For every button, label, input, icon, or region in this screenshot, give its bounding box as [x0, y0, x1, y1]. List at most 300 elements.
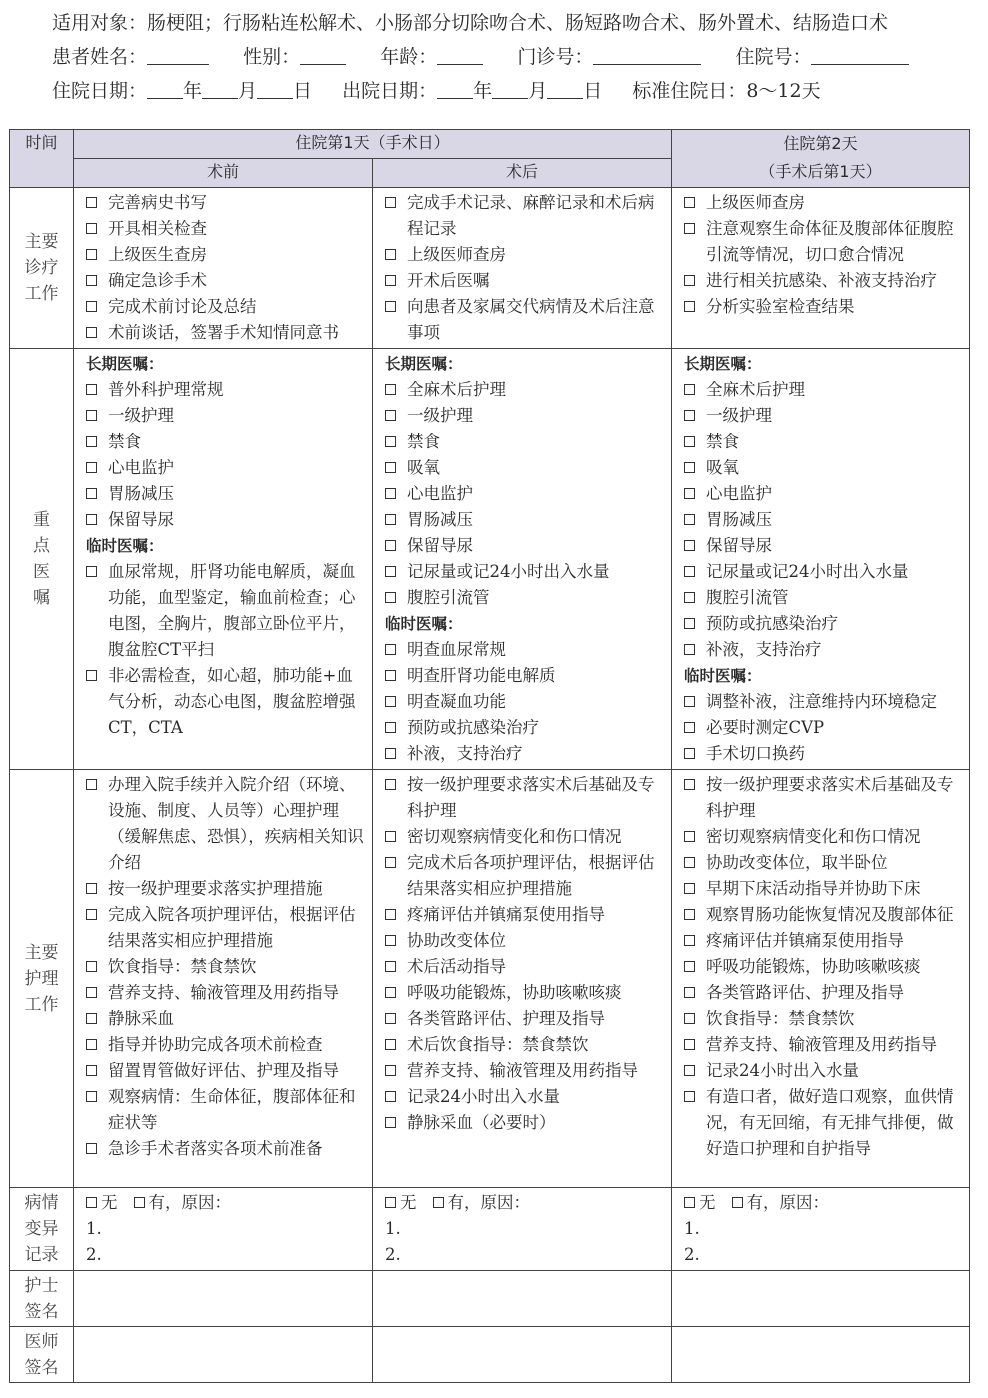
checkbox-icon[interactable]	[684, 644, 695, 655]
admit-day-field[interactable]	[257, 78, 293, 99]
checklist-item-text: 记录24小时出入水量	[407, 1087, 560, 1106]
day2-title: 住院第2天	[783, 134, 858, 153]
variance-none-checkbox[interactable]: 无	[385, 1190, 417, 1216]
checklist-item-text: 开术后医嘱	[407, 271, 490, 290]
checkbox-icon[interactable]	[385, 488, 396, 499]
day-unit: 日	[293, 80, 313, 102]
diagnosis-row-label: 主要 诊疗 工作	[10, 188, 74, 349]
orders-row-label: 重 点 医 嘱	[10, 349, 74, 770]
clinical-pathway-table	[9, 129, 970, 1383]
checklist-item[interactable]	[86, 429, 366, 455]
checkbox-icon[interactable]	[684, 488, 695, 499]
checklist-item[interactable]	[385, 928, 665, 954]
applicable-line: 适用对象：肠梗阻；行肠粘连松解术、小肠部分切除吻合术、肠短路吻合术、肠外置术、结肠造口术	[52, 12, 889, 34]
checklist-item[interactable]	[86, 190, 366, 216]
checkbox-icon[interactable]	[684, 566, 695, 577]
checklist-item[interactable]	[86, 216, 366, 242]
variance-yes-checkbox[interactable]: 有，原因：	[134, 1190, 232, 1216]
doctor-signature-field[interactable]	[672, 1327, 970, 1383]
checklist-item[interactable]	[86, 377, 366, 403]
age-field[interactable]	[437, 44, 483, 65]
checklist-item-text: 急诊手术者落实各项术前准备	[108, 1139, 323, 1158]
checklist-item[interactable]	[86, 294, 366, 320]
checkbox-icon[interactable]	[385, 540, 396, 551]
post-op-header: 术后	[373, 159, 672, 188]
checklist-item[interactable]	[385, 507, 665, 533]
checkbox-icon[interactable]	[385, 696, 396, 707]
checklist-item-text: 上级医师查房	[407, 245, 506, 264]
month-unit: 月	[238, 80, 258, 102]
checklist-item[interactable]	[684, 637, 963, 663]
orders-pre-temp-list	[86, 559, 366, 741]
checklist-item[interactable]	[684, 533, 963, 559]
checkbox-icon[interactable]	[385, 909, 396, 920]
diagnosis-post-list	[373, 188, 671, 348]
checklist-item-text: 营养支持、输液管理及用药指导	[108, 983, 339, 1002]
checklist-item[interactable]	[385, 715, 665, 741]
checklist-item[interactable]	[385, 481, 665, 507]
checklist-item[interactable]	[385, 268, 665, 294]
checklist-item-text: 呼吸功能锻炼，协助咳嗽咳痰	[706, 957, 921, 976]
checklist-item[interactable]	[684, 429, 963, 455]
checklist-item-text: 术后活动指导	[407, 957, 506, 976]
checklist-item[interactable]	[684, 741, 963, 767]
checkbox-icon[interactable]	[86, 223, 97, 234]
checklist-item[interactable]	[385, 533, 665, 559]
patient-name-label: 患者姓名：	[52, 46, 148, 68]
doctor-signature-field[interactable]	[74, 1327, 373, 1383]
checklist-item[interactable]	[684, 403, 963, 429]
checkbox-icon[interactable]	[385, 1091, 396, 1102]
checklist-item[interactable]	[684, 772, 963, 824]
checkbox-icon[interactable]	[385, 644, 396, 655]
checklist-item-text: 办理入院手续并入院介绍（环境、设施、制度、人员等）心理护理（缓解焦虑、恐惧），疾病相关知识介绍	[108, 775, 364, 872]
checkbox-icon[interactable]	[86, 961, 97, 972]
checklist-item[interactable]	[86, 559, 366, 663]
checklist-item-text: 饮食指导：禁食禁饮	[108, 957, 257, 976]
patient-info-line	[52, 42, 982, 76]
checkbox-icon[interactable]	[385, 249, 396, 260]
checkbox-icon[interactable]	[684, 301, 695, 312]
checklist-item-text: 明查肝肾功能电解质	[407, 666, 556, 685]
checkbox-icon[interactable]	[684, 223, 695, 234]
checkbox-icon[interactable]	[684, 275, 695, 286]
standard-stay: 标准住院日：8～12天	[632, 80, 821, 102]
checkbox-icon[interactable]	[86, 987, 97, 998]
checkbox-icon[interactable]	[684, 1065, 695, 1076]
checklist-item[interactable]	[385, 242, 665, 268]
orders-day2-long-list	[684, 377, 963, 663]
checkbox-icon[interactable]	[86, 301, 97, 312]
checkbox-icon[interactable]	[385, 275, 396, 286]
variance-row-label: 病情 变异 记录	[10, 1188, 74, 1271]
checklist-item[interactable]	[385, 824, 665, 850]
discharge-month-field[interactable]	[492, 78, 528, 99]
admit-month-field[interactable]	[202, 78, 238, 99]
checklist-item[interactable]	[86, 980, 366, 1006]
checkbox-icon[interactable]	[86, 462, 97, 473]
checklist-item-text: 分析实验室检查结果	[706, 297, 855, 316]
month-unit: 月	[528, 80, 548, 102]
variance-line-2[interactable]: 2.	[86, 1245, 102, 1264]
checklist-item-text: 心电监护	[407, 484, 473, 503]
checklist-item[interactable]	[385, 637, 665, 663]
variance-line-1[interactable]: 1.	[86, 1219, 102, 1238]
checklist-item[interactable]	[684, 850, 963, 876]
checkbox-icon[interactable]	[684, 909, 695, 920]
checkbox-icon[interactable]	[385, 831, 396, 842]
checklist-item-text: 确定急诊手术	[108, 271, 207, 290]
nursing-row	[10, 770, 970, 1188]
checklist-item-text: 心电监护	[706, 484, 772, 503]
checklist-item[interactable]	[86, 1058, 366, 1084]
checklist-item-text: 呼吸功能锻炼，协助咳嗽咳痰	[407, 983, 622, 1002]
checklist-item-text: 腹腔引流管	[407, 588, 490, 607]
checklist-item-text: 禁食	[108, 432, 141, 451]
checklist-item-text: 血尿常规，肝肾功能电解质，凝血功能，血型鉴定，输血前检查；心电图，全胸片，腹部立卧位平片，腹盆腔CT平扫	[108, 562, 356, 659]
checklist-item[interactable]	[385, 772, 665, 824]
checklist-item[interactable]	[385, 294, 665, 346]
checklist-item[interactable]	[684, 216, 963, 268]
gender-field[interactable]	[300, 44, 346, 65]
checklist-item[interactable]	[385, 403, 665, 429]
checkbox-icon[interactable]	[684, 436, 695, 447]
checkbox-icon[interactable]	[385, 592, 396, 603]
checklist-item[interactable]	[385, 585, 665, 611]
checkbox-icon[interactable]	[385, 961, 396, 972]
admit-year-field[interactable]	[147, 78, 183, 99]
checklist-item[interactable]	[86, 507, 366, 533]
checklist-item-text: 协助改变体位，取半卧位	[706, 853, 888, 872]
checkbox-icon[interactable]	[385, 384, 396, 395]
checklist-item[interactable]	[684, 980, 963, 1006]
checklist-item-text: 上级医生查房	[108, 245, 207, 264]
checklist-item[interactable]	[385, 902, 665, 928]
checkbox-icon[interactable]	[385, 436, 396, 447]
checklist-item[interactable]	[385, 190, 665, 242]
checkbox-icon[interactable]	[86, 883, 97, 894]
checkbox-icon[interactable]	[684, 883, 695, 894]
discharge-day-field[interactable]	[547, 78, 583, 99]
checklist-item[interactable]	[86, 403, 366, 429]
doctor-signature-row	[10, 1327, 970, 1383]
checklist-item[interactable]	[385, 377, 665, 403]
checklist-item-text: 按一级护理要求落实术后基础及专科护理	[407, 775, 655, 820]
orders-row	[10, 349, 970, 770]
checklist-item-text: 胃肠减压	[108, 484, 174, 503]
checklist-item-text: 一级护理	[407, 406, 473, 425]
checkbox-icon[interactable]	[385, 748, 396, 759]
checklist-item[interactable]	[684, 190, 963, 216]
checklist-item[interactable]	[385, 850, 665, 902]
checklist-item[interactable]	[684, 585, 963, 611]
checklist-item[interactable]	[684, 1058, 963, 1084]
checklist-item-text: 观察胃肠功能恢复情况及腹部体征	[706, 905, 954, 924]
clinic-no-label: 门诊号：	[517, 46, 594, 68]
checkbox-icon[interactable]	[684, 462, 695, 473]
pre-op-header: 术前	[74, 159, 373, 188]
checkbox-icon[interactable]	[86, 1013, 97, 1024]
clinic-no-field[interactable]	[593, 44, 701, 65]
diagnosis-row	[10, 188, 970, 349]
variance-none-checkbox[interactable]: 无	[684, 1190, 716, 1216]
checklist-item[interactable]	[684, 954, 963, 980]
checklist-item-text: 保留导尿	[108, 510, 174, 529]
checklist-item[interactable]	[684, 1084, 963, 1162]
checklist-item[interactable]	[86, 320, 366, 346]
checkbox-icon[interactable]	[86, 779, 97, 790]
checklist-item[interactable]	[86, 876, 366, 902]
checkbox-icon[interactable]	[385, 1065, 396, 1076]
checkbox-icon[interactable]	[385, 779, 396, 790]
checklist-item[interactable]	[86, 455, 366, 481]
checklist-item-text: 禁食	[706, 432, 739, 451]
variance-line-1[interactable]: 1.	[385, 1219, 401, 1238]
checklist-item[interactable]	[86, 1084, 366, 1136]
checkbox-icon[interactable]	[684, 618, 695, 629]
checkbox-icon[interactable]	[86, 1143, 97, 1154]
checklist-item-text: 完成入院各项护理评估，根据评估结果落实相应护理措施	[108, 905, 356, 950]
checkbox-icon[interactable]	[684, 592, 695, 603]
checklist-item-text: 普外科护理常规	[108, 380, 224, 399]
checklist-item[interactable]	[684, 611, 963, 637]
checklist-item[interactable]	[684, 268, 963, 294]
checkbox-icon[interactable]	[385, 514, 396, 525]
variance-line-1[interactable]: 1.	[684, 1219, 700, 1238]
checklist-item[interactable]	[385, 1084, 665, 1110]
checkbox-icon[interactable]	[86, 275, 97, 286]
checkbox-icon[interactable]	[86, 1065, 97, 1076]
checklist-item-text: 指导并协助完成各项术前检查	[108, 1035, 323, 1054]
checklist-item[interactable]	[86, 242, 366, 268]
nursing-row-label: 主要 护理 工作	[10, 770, 74, 1188]
checkbox-icon[interactable]	[684, 987, 695, 998]
checklist-item-text: 一级护理	[108, 406, 174, 425]
diagnosis-day2-list	[672, 188, 969, 322]
checklist-item[interactable]	[684, 455, 963, 481]
checkbox-icon[interactable]	[684, 1013, 695, 1024]
checkbox-icon[interactable]	[385, 722, 396, 733]
variance-line-2[interactable]: 2.	[385, 1245, 401, 1264]
checkbox-icon[interactable]	[385, 1117, 396, 1128]
checkbox-icon[interactable]	[684, 1091, 695, 1102]
checklist-item[interactable]	[86, 268, 366, 294]
checklist-item[interactable]	[684, 928, 963, 954]
checklist-item-text: 腹腔引流管	[706, 588, 789, 607]
checkbox-icon[interactable]	[684, 410, 695, 421]
checklist-item[interactable]	[86, 1032, 366, 1058]
discharge-year-field[interactable]	[437, 78, 473, 99]
orders-post-temp-list	[385, 637, 665, 767]
checklist-item-text: 按一级护理要求落实护理措施	[108, 879, 323, 898]
checklist-item-text: 饮食指导：禁食禁饮	[706, 1009, 855, 1028]
checkbox-icon[interactable]	[385, 197, 396, 208]
checkbox-icon[interactable]	[86, 197, 97, 208]
checkbox-icon[interactable]	[385, 987, 396, 998]
checklist-item[interactable]	[385, 741, 665, 767]
checklist-item-text: 向患者及家属交代病情及术后注意事项	[407, 297, 655, 342]
checklist-item-text: 上级医师查房	[706, 193, 805, 212]
checklist-item[interactable]	[684, 1032, 963, 1058]
day-unit: 日	[583, 80, 603, 102]
checklist-item-text: 保留导尿	[706, 536, 772, 555]
year-unit: 年	[473, 80, 493, 102]
dates-line	[52, 76, 982, 110]
checklist-item-text: 一级护理	[706, 406, 772, 425]
checkbox-icon[interactable]	[385, 301, 396, 312]
checklist-item[interactable]	[86, 954, 366, 980]
checkbox-icon[interactable]	[86, 670, 97, 681]
checklist-item[interactable]	[385, 1058, 665, 1084]
checkbox-icon[interactable]	[684, 748, 695, 759]
checkbox-icon[interactable]	[684, 722, 695, 733]
checklist-item[interactable]	[684, 902, 963, 928]
checkbox-icon[interactable]	[86, 1039, 97, 1050]
checklist-item-text: 非必需检查，如心超，肺功能+血气分析，动态心电图，腹盆腔增强CT，CTA	[108, 666, 356, 737]
checkbox-icon[interactable]	[86, 514, 97, 525]
checklist-item[interactable]	[684, 689, 963, 715]
discharge-date-label: 出院日期：	[342, 80, 438, 102]
checklist-item-text: 明查血尿常规	[407, 640, 506, 659]
checkbox-icon[interactable]	[684, 696, 695, 707]
checkbox-icon[interactable]	[684, 779, 695, 790]
temporary-orders-label: 临时医嘱：	[684, 667, 762, 685]
checkbox-icon[interactable]	[86, 384, 97, 395]
checklist-item-text: 全麻术后护理	[706, 380, 805, 399]
checklist-item-text: 营养支持、输液管理及用药指导	[706, 1035, 937, 1054]
checklist-item[interactable]	[86, 1006, 366, 1032]
checkbox-icon[interactable]	[86, 1091, 97, 1102]
checklist-item[interactable]	[385, 1110, 665, 1136]
checkbox-icon[interactable]	[684, 1039, 695, 1050]
nurse-signature-field[interactable]	[672, 1271, 970, 1327]
checklist-item-text: 记尿量或记24小时出入水量	[407, 562, 610, 581]
checkbox-icon[interactable]	[684, 514, 695, 525]
checklist-item[interactable]	[684, 294, 963, 320]
checklist-item[interactable]	[684, 377, 963, 403]
checkbox-icon[interactable]	[385, 1039, 396, 1050]
checklist-item-text: 明查凝血功能	[407, 692, 506, 711]
checkbox-icon[interactable]	[684, 384, 695, 395]
checklist-item-text: 调整补液，注意维持内环境稳定	[706, 692, 937, 711]
checkbox-icon[interactable]	[385, 935, 396, 946]
checklist-item-text: 必要时测定CVP	[706, 718, 825, 737]
checkbox-icon[interactable]	[385, 566, 396, 577]
checklist-item-text: 留置胃管做好评估、护理及指导	[108, 1061, 339, 1080]
checklist-item-text: 禁食	[407, 432, 440, 451]
checklist-item-text: 有造口者，做好造口观察，血供情况，有无回缩，有无排气排便，做好造口护理和自护指导	[706, 1087, 954, 1158]
checkbox-icon[interactable]	[684, 831, 695, 842]
checklist-item[interactable]	[684, 824, 963, 850]
checklist-item[interactable]	[385, 954, 665, 980]
checklist-item-text: 疼痛评估并镇痛泵使用指导	[706, 931, 904, 950]
checklist-item-text: 静脉采血	[108, 1009, 174, 1028]
checklist-item-text: 完成手术记录、麻醉记录和术后病程记录	[407, 193, 655, 238]
checklist-item[interactable]	[385, 429, 665, 455]
checklist-item[interactable]	[684, 1006, 963, 1032]
checklist-item[interactable]	[385, 1032, 665, 1058]
variance-line-2[interactable]: 2.	[684, 1245, 700, 1264]
checklist-item-text: 早期下床活动指导并协助下床	[706, 879, 921, 898]
doctor-signature-label: 医师 签名	[10, 1327, 74, 1383]
checklist-item-text: 进行相关抗感染、补液支持治疗	[706, 271, 937, 290]
checklist-item-text: 疼痛评估并镇痛泵使用指导	[407, 905, 605, 924]
nurse-signature-field[interactable]	[74, 1271, 373, 1327]
checkbox-icon[interactable]	[86, 436, 97, 447]
checkbox-icon[interactable]	[86, 327, 97, 338]
variance-yes-checkbox[interactable]: 有，原因：	[433, 1190, 531, 1216]
checklist-item-text: 记尿量或记24小时出入水量	[706, 562, 909, 581]
checklist-item-text: 按一级护理要求落实术后基础及专科护理	[706, 775, 954, 820]
checkbox-icon[interactable]	[86, 488, 97, 499]
checkbox-icon[interactable]	[684, 857, 695, 868]
checklist-item-text: 开具相关检查	[108, 219, 207, 238]
checkbox-icon[interactable]	[86, 566, 97, 577]
checkbox-icon[interactable]	[684, 197, 695, 208]
checklist-item[interactable]	[86, 902, 366, 954]
checklist-item-text: 完善病史书写	[108, 193, 207, 212]
nurse-signature-field[interactable]	[373, 1271, 672, 1327]
patient-name-field[interactable]	[147, 44, 209, 65]
checkbox-icon[interactable]	[385, 857, 396, 868]
checklist-item[interactable]	[684, 507, 963, 533]
checklist-item[interactable]	[684, 481, 963, 507]
variance-yes-checkbox[interactable]: 有，原因：	[732, 1190, 830, 1216]
checklist-item[interactable]	[684, 876, 963, 902]
checklist-item[interactable]	[86, 663, 366, 741]
diagnosis-pre-list	[74, 188, 372, 348]
checklist-item[interactable]	[86, 1136, 366, 1162]
checklist-item[interactable]	[385, 1006, 665, 1032]
temporary-orders-label: 临时医嘱：	[385, 615, 463, 633]
checkbox-icon[interactable]	[684, 540, 695, 551]
checkbox-icon[interactable]	[684, 961, 695, 972]
year-unit: 年	[183, 80, 203, 102]
checklist-item[interactable]	[385, 980, 665, 1006]
checkbox-icon[interactable]	[86, 249, 97, 260]
checkbox-icon[interactable]	[684, 935, 695, 946]
checkbox-icon[interactable]	[86, 410, 97, 421]
checklist-item-text: 补液，支持治疗	[706, 640, 822, 659]
checkbox-icon[interactable]	[86, 909, 97, 920]
checkbox-icon[interactable]	[385, 462, 396, 473]
admission-no-field[interactable]	[811, 44, 909, 65]
checklist-item-text: 各类管路评估、护理及指导	[706, 983, 904, 1002]
checkbox-icon[interactable]	[385, 410, 396, 421]
checklist-item-text: 预防或抗感染治疗	[706, 614, 838, 633]
checkbox-icon[interactable]	[385, 670, 396, 681]
checklist-item-text: 记录24小时出入水量	[706, 1061, 859, 1080]
checkbox-icon[interactable]	[385, 1013, 396, 1024]
checklist-item-text: 注意观察生命体征及腹部体征腹腔引流等情况，切口愈合情况	[706, 219, 954, 264]
checklist-item[interactable]	[385, 559, 665, 585]
checklist-item[interactable]	[385, 663, 665, 689]
variance-none-checkbox[interactable]: 无	[86, 1190, 118, 1216]
admit-date-label: 住院日期：	[52, 80, 148, 102]
checklist-item-text: 胃肠减压	[706, 510, 772, 529]
doctor-signature-field[interactable]	[373, 1327, 672, 1383]
checklist-item-text: 全麻术后护理	[407, 380, 506, 399]
checklist-item[interactable]	[684, 559, 963, 585]
day2-header	[672, 130, 970, 188]
checklist-item-text: 观察病情：生命体征，腹部体征和症状等	[108, 1087, 356, 1132]
checklist-item[interactable]	[385, 455, 665, 481]
checklist-item[interactable]	[684, 715, 963, 741]
admission-no-label: 住院号：	[735, 46, 812, 68]
checklist-item[interactable]	[86, 481, 366, 507]
checklist-item[interactable]	[385, 689, 665, 715]
checklist-item[interactable]	[86, 772, 366, 876]
